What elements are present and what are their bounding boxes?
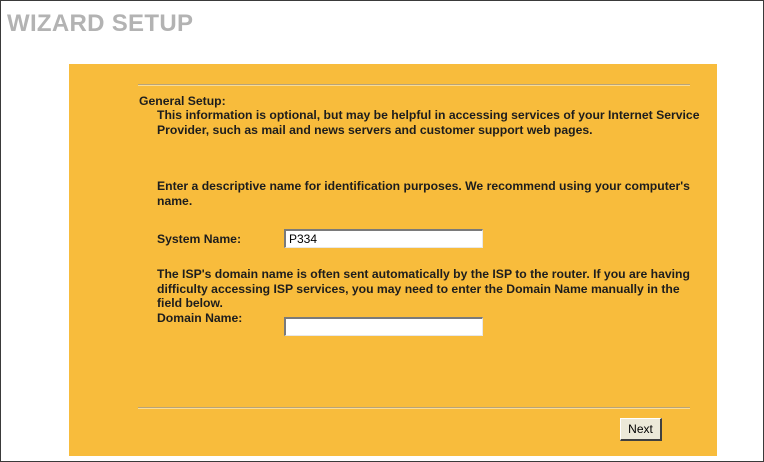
domain-name-label: Domain Name: <box>157 311 243 325</box>
domain-name-field[interactable] <box>284 317 483 336</box>
next-button[interactable]: Next <box>620 418 662 441</box>
intro-text: This information is optional, but may be helpful in accessing services of your Internet Service Provider, such as mail and news servers and customer support web pages. <box>157 108 700 137</box>
general-setup-heading: General Setup: <box>139 94 226 108</box>
top-divider <box>138 84 690 86</box>
page-title: WIZARD SETUP <box>7 10 194 37</box>
system-name-field[interactable] <box>284 229 483 248</box>
bottom-divider <box>138 407 690 409</box>
description-text: Enter a descriptive name for identification purposes. We recommend using your computer's name. <box>157 179 690 208</box>
system-name-label: System Name: <box>157 232 241 246</box>
setup-panel <box>69 64 717 456</box>
isp-note-text: The ISP's domain name is often sent automatically by the ISP to the router. If you are having difficulty accessing ISP services, you may need to enter the Domain Name manually in the field below. <box>157 267 690 310</box>
